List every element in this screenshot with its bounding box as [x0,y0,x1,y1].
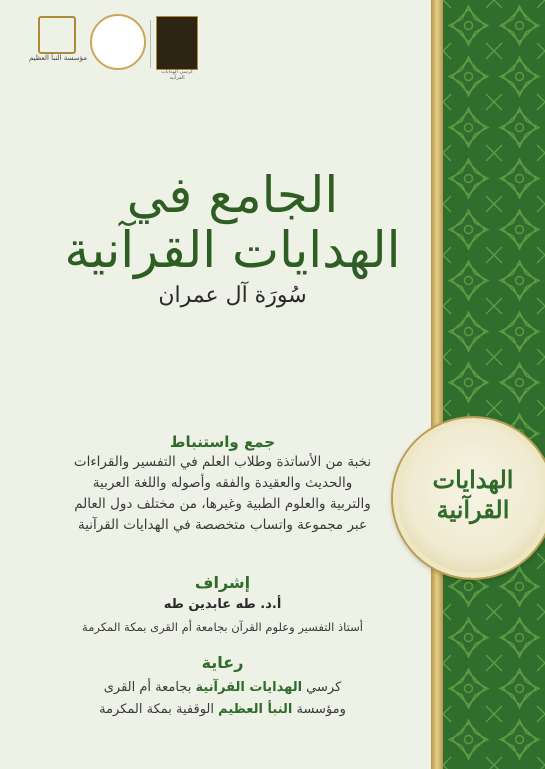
logo-divider [150,20,151,68]
hidayat-seal-logo [90,14,146,70]
gold-strip [431,0,443,769]
geometric-pattern-band [443,0,545,769]
sponsor-text: ومؤسسة [296,702,346,717]
nabaa-logo-caption: مؤسسة النبأ العظيم [28,54,88,62]
hidayat-medallion [393,418,545,578]
sponsor-text: كرسي [306,680,342,695]
sponsor-text: الوقفية بمكة المكرمة [99,702,214,717]
compilation-heading: جمع واستنباط [169,433,276,451]
sponsor-text: بجامعة أم القرى [103,680,192,695]
supervisor-name: أ.د. طه عابدين طه [163,597,282,612]
compilation-line: والتربية والعلوم الطبية وغيرها، من مختلف دول العالم [74,496,371,512]
sponsor-line-1 [20,680,425,695]
sponsor-line-2 [20,702,425,717]
medallion-text: الهدايات القرآنية [432,465,514,524]
nabaa-logo [28,14,88,66]
book-title: الجامع في الهدايات القرآنية [64,166,401,279]
supervisor-role: أستاذ التفسير وعلوم القرآن بجامعة أم القرى بمكة المكرمة [82,620,363,634]
supervision-heading: إشراف [194,573,251,592]
compilation-line: نخبة من الأساتذة وطلاب العلم في التفسير والقراءات [73,454,372,470]
sponsor-highlight: النبأ العظيم [218,702,293,717]
compilation-line: والحديث والعقيدة والفقه وأصوله واللغة العربية [92,475,353,491]
encyclopedia-logo [156,16,198,81]
encyclopedia-logo-caption: كرسي الهدايات القرآنية [161,69,193,81]
compilation-text [20,452,425,536]
sponsorship-heading: رعاية [201,653,244,672]
sponsor-highlight: الهدايات القرآنية [195,680,303,695]
compilation-line: عبر مجموعة واتساب متخصصة في الهدايات القرآنية [77,517,368,533]
book-subtitle: سُورَة آل عمران [158,283,307,308]
